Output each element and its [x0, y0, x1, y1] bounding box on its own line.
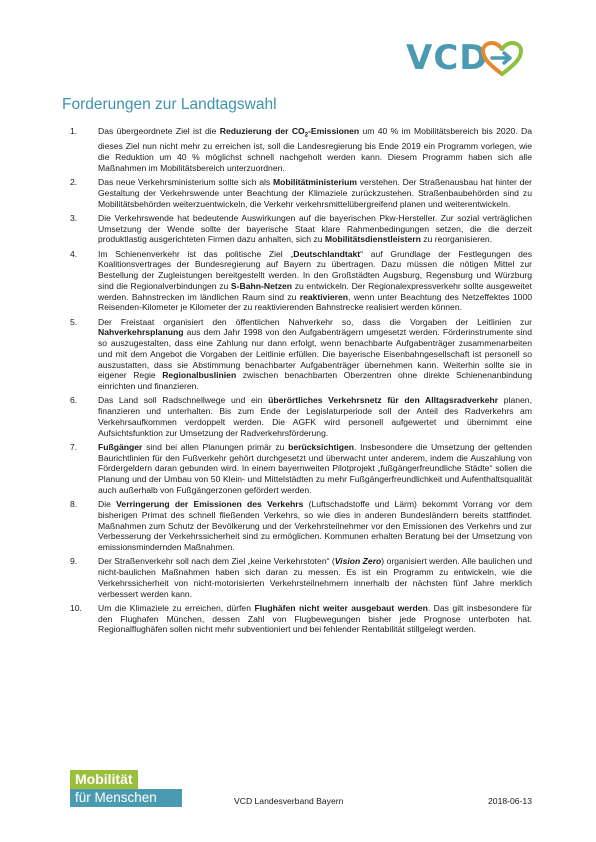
list-item: [70, 249, 532, 314]
mobilitaet-badge: [70, 770, 182, 807]
list-item: [70, 603, 532, 635]
emphasis-text: Vision Zero: [334, 556, 382, 567]
body-text: sind bei allen Planungen primär zu: [142, 441, 289, 452]
emphasis-text: Reduzierung der CO: [219, 126, 305, 136]
body-text: , wenn unter Beachtung des Netzeffektes 1000 Reisenden-Kilometer je Kilometer der zu reaktivierenden Bahnstrecke realisiert werden können.: [98, 291, 532, 313]
demands-list: [70, 126, 532, 639]
badge-bottom-text: für Menschen: [70, 789, 182, 807]
list-item: [70, 395, 532, 438]
list-item-number: 7.: [70, 441, 78, 452]
emphasis-text: überörtliches Verkehrsnetz für den Alltagsradverkehr: [268, 395, 499, 406]
page-title: Forderungen zur Landtagswahl: [62, 96, 277, 113]
list-item: [70, 442, 532, 496]
body-text: Der Freistaat organisiert den öffentlichen Nahverkehr so, dass die Vorgaben der Leitlinien zur: [98, 316, 532, 327]
body-text: Die Verkehrswende hat bedeutende Auswirkungen auf die bayerischen Pkw-Hersteller. Zur sozial verträglichen Umsetzung der Wende sollte der bayerische Staat klare Rahmenbedingungen setzen, die die derzeit produktlastig ausgerichteten Firmen dazu anhalten, sich zu: [98, 212, 532, 245]
list-item-number: 5.: [70, 316, 78, 327]
body-text: planen, finanzieren und unterhalten. Bis zum Ende der Legislaturperiode soll der Anteil des Radverkehrs am Verkehrsaufkommen verdoppelt werden. Die AGFK wird personell aufgewertet und übernimmt eine Aufsichtsfunktion zur Umsetzung der Radverkehrsförderung.: [98, 395, 532, 438]
footer-organization: VCD Landesverband Bayern: [234, 796, 344, 806]
body-text: zu entwickeln. Der Regionalexpressverkehr sollte ausgeweitet werden. Bahnstrecken im ländlichen Raum sind zu: [98, 280, 532, 302]
body-text: um 40 % im Mobilitätsbereich bis 2020. Da dieses Ziel nun nicht mehr zu erreichen ist, soll die Landesregierung bis Ende 2019 ein Programm vorlegen, wie die Reduktion um 40 % möglichst schnell nachgeholt werden kann. Diesem Programm haben sich alle Maßnahmen im Mobilitätsbereich unterzuordnen.: [98, 126, 532, 173]
body-text: Um die Klimaziele zu erreichen, dürfen: [98, 602, 255, 613]
body-text: zu reorganisieren.: [420, 234, 493, 245]
body-text: Die: [98, 499, 117, 510]
emphasis-text: Deutschlandtakt: [293, 248, 361, 259]
emphasis-text: -Emissionen: [308, 126, 360, 136]
body-text: “ auf Grundlage der Festlegungen des Koalitionsvertrages der Bundesregierung auf Bayern zu übertragen. Dazu müssen die nötigen Mittel zur Bestellung der Zugleistungen bereitgestellt werden. In den Großstädten Augsburg, Regensburg und Würzburg sind die Regionalverbindungen zu: [98, 248, 533, 291]
emphasis-text: Nahverkehrsplanung: [98, 327, 184, 338]
list-item-number: 4.: [70, 248, 78, 259]
body-text: Der Straßenverkehr soll nach dem Ziel „keine Verkehrstoten“ (: [98, 556, 335, 567]
emphasis-text: Mobilitätministerium: [272, 177, 358, 188]
list-item: [70, 499, 532, 553]
body-text: (Luftschadstoffe und Lärm) bekommt Vorrang vor dem bisherigen Primat des schnell fließenden Verkehrs, so wie dies in anderen Bundesländern bereits stattfindet. Maßnahmen zum Schutz der Bevölkerung und der Verkehrsteilnehmer vor den Emissionen des Verkehrs und zur Verbesserung der Verkehrssicherheit sind zu ermöglichen. Kommunen erhalten Beratung bei der Umsetzung von emissionsmindernden Maßnahmen.: [98, 499, 532, 553]
list-item-number: 2.: [70, 177, 78, 188]
emphasis-text: Fußgänger: [98, 441, 143, 452]
body-text: Das neue Verkehrsministerium sollte sich als: [98, 177, 273, 188]
list-item-number: 3.: [70, 212, 78, 223]
emphasis-text: 2: [304, 132, 309, 139]
badge-top-text: Mobilität: [70, 770, 138, 789]
body-text: zwischen benachbarten Oberzentren ohne direkte Schienenanbindung einrichten und finanzieren.: [98, 370, 532, 392]
list-item: [70, 317, 532, 392]
list-item-number: 10.: [70, 602, 82, 613]
body-text: Das Land soll Radschnellwege und ein: [98, 395, 269, 406]
emphasis-text: S-Bahn-Netzen: [230, 280, 293, 291]
body-text: aus dem Jahr 1998 von den Aufgabenträgern umgesetzt werden. Förderinstrumente sind so auszugestalten, dass eine Zahlung nur dann erfolgt, wenn benachbarte Aufgabenträger zusammenarbeiten und mit dem Angebot die Vorgaben der Leitlinie erfüllen. Die bayerische Eisenbahngesellschaft ist personell so auszustatten, dass sie Abstimmung benachbarter Aufgabenträger übernehmen kann. Weiterhin sollte sie in eigener Regie: [98, 327, 532, 381]
list-item-number: 8.: [70, 499, 78, 510]
body-text: ) organisiert werden. Alle baulichen und nicht-baulichen Maßnahmen haben sich daran zu messen. Es ist ein Programm zu entwickeln, wie die Verkehrssicherheit von nicht-motorisierten Verkehrsteilnehmern innerhalb der nächsten fünf Jahre merklich verbessert werden kann.: [98, 556, 532, 599]
heart-arrow-icon: [481, 41, 523, 77]
emphasis-text: Verringerung der Emissionen des Verkehrs: [116, 499, 304, 510]
emphasis-text: Regionalbuslinien: [162, 370, 237, 381]
footer-date: 2018-06-13: [488, 796, 532, 806]
logo-text: VCD: [406, 38, 489, 78]
emphasis-text: berücksichtigen: [288, 441, 354, 452]
list-item: [70, 126, 532, 174]
list-item: [70, 556, 532, 599]
list-item-number: 6.: [70, 395, 78, 406]
emphasis-text: reaktivieren: [299, 291, 349, 302]
body-text: . Das gilt insbesondere für den Flughafen München, dessen Zahl von Flugbewegungen bisher jede Prognose unterboten hat. Regionalflughäfen sollen nicht mehr subventioniert und bei fehlender Rentabilität stillgelegt werden.: [98, 602, 532, 635]
emphasis-text: Flughäfen nicht weiter ausgebaut werden: [254, 602, 428, 613]
body-text: verstehen. Der Straßenausbau hat hinter der Gestaltung der Verkehrswende unter Beachtung der Klimaziele zurückzustehen. Straßenbaubehörden sind zu Mobilitätsbehörden weiterzuentwickeln, die Verkehr verkehrsmittelübergreifend planen und weiterentwickeln.: [98, 177, 532, 209]
list-item-number: 1.: [70, 126, 78, 136]
body-text: Im Schienenverkehr ist das politische Ziel „: [98, 248, 294, 259]
list-item: [70, 213, 532, 245]
vcd-logo: [406, 36, 524, 80]
body-text: Das übergeordnete Ziel ist die: [98, 126, 220, 136]
emphasis-text: Mobilitätsdienstleistern: [324, 234, 421, 245]
list-item-number: 9.: [70, 556, 78, 567]
list-item: [70, 177, 532, 209]
body-text: . Insbesondere die Umsetzung der geltenden Baurichtlinien für den Fußverkehr gehört durchgesetzt und überwacht unter anderem, indem die Auszahlung von Fördergeldern daran gebunden wird. In einem bayernweiten Pilotprojekt „fußgängerfreundliche Städte“ sollen die Planung und der Umbau von 50 Klein- und Mittelstädten zu mehr Fußgängerfreundlichkeit und Aufenthaltsqualität auch außerhalb von Fußgängerzonen gefördert werden.: [98, 441, 532, 495]
